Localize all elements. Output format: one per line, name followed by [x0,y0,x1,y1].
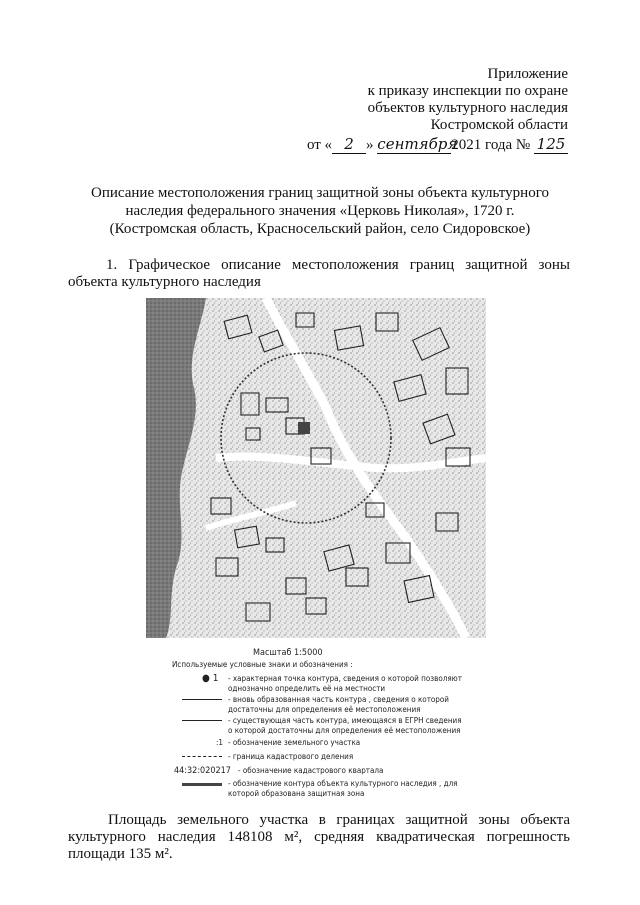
legend-item [172,674,472,694]
order-number-handwritten: 125 [534,136,568,154]
legend-text: - обозначение кадастрового квартала [238,766,384,775]
legend-text: - существующая часть контура, имеющаяся в ЕГРН сведения о которой достаточны для определения её местоположения [228,716,462,735]
legend-item [172,752,472,764]
legend-item [172,779,472,799]
legend-item [172,738,472,750]
cadastral-map [146,298,486,638]
map-scale: Масштаб 1:5000 [253,648,323,658]
legend-symbol-point: ● 1 [202,673,219,684]
legend-text: - обозначение контура объекта культурного наследия , для которой образована защитная зона [228,779,458,798]
legend-symbol-new-contour [182,699,222,700]
date-month-handwritten: сентября [377,135,458,153]
legend-symbol-parcel-label: :1 [216,738,224,747]
appendix-line-4: Костромской области [430,117,568,133]
date-day-handwritten: 2 [332,136,366,154]
date-prefix: от « [306,137,333,153]
area-paragraph: Площадь земельного участка в границах защитной зоны объекта культурного наследия 148108 м², средняя квадратическая погрешность площади 135 м². [68,812,570,862]
section-heading-line-1: 1. Графическое описание местоположения границ защитной зоны [106,257,570,273]
legend-item [172,695,472,715]
legend-text: - граница кадастрового деления [228,752,354,761]
doc-title-line-1: Описание местоположения границ защитной зоны объекта культурного [91,185,549,201]
legend-text: - характерная точка контура, сведения о которой позволяют однозначно определить её на местности [228,674,462,693]
appendix-line-3: объектов культурного наследия [367,100,568,116]
date-year: 2021 года № [451,137,531,153]
church-contour [298,422,310,434]
legend-item [172,766,472,778]
legend-symbol-quarter-number: 44:32:020217 [174,766,231,776]
legend-symbol-cadastral-boundary [182,756,222,757]
section-heading-line-2: объекта культурного наследия [68,274,261,290]
date-mid: » [366,137,374,153]
legend-symbol-existing-contour [182,720,222,721]
legend-text: - обозначение земельного участка [228,738,361,747]
doc-title-line-2: наследия федерального значения «Церковь Николая», 1720 г. [125,203,515,219]
appendix-title: Приложение [487,66,568,82]
legend-text: - вновь образованная часть контура , сведения о которой достаточны для определения её местоположения [228,695,449,714]
appendix-date-line [307,136,568,154]
doc-title-line-3: (Костромская область, Красносельский район, село Сидоровское) [109,221,531,237]
appendix-line-2: к приказу инспекции по охране [367,83,568,99]
legend-item [172,716,472,736]
legend-symbol-heritage-contour [182,783,222,786]
legend-title: Используемые условные знаки и обозначения : [172,660,353,669]
